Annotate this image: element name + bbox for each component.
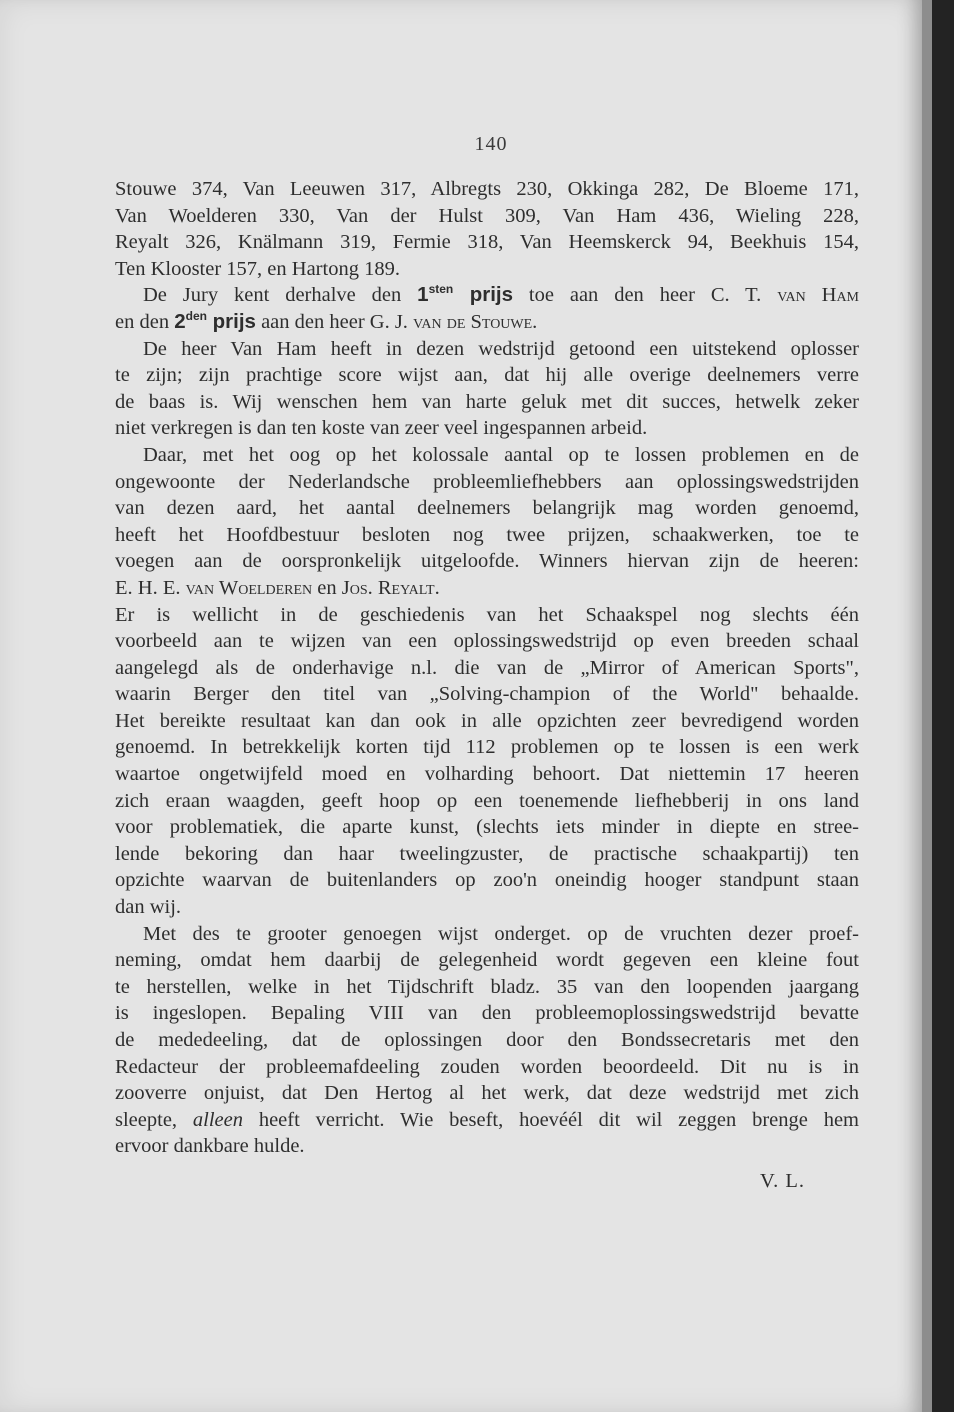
text-line: waarin Berger den titel van „Solving-champion of the World" behaalde.: [115, 683, 859, 706]
text-line: dan wij.: [115, 896, 182, 919]
text-line: voor problematiek, die aparte kunst, (slechts iets minder in diepte en stree-: [115, 816, 859, 839]
text-fragment: sleepte,: [115, 1108, 193, 1131]
winner-name: van de Stouwe.: [413, 310, 538, 333]
winner-name: van Woelderen: [185, 576, 313, 599]
text-line: lende bekoring dan haar tweelingzuster, de practische schaakpartij) ten: [115, 842, 859, 865]
text-fragment: en: [312, 576, 342, 599]
page-number: 140: [474, 133, 508, 155]
text-fragment: aan den heer G. J.: [255, 310, 414, 333]
text-line: Stouwe 374, Van Leeuwen 317, Albregts 230, Okkinga 282, De Bloeme 171,: [115, 178, 859, 200]
text-line: te zijn; zijn prachtige score wijst aan, dat hij alle overige deelnemers verre: [115, 364, 859, 387]
author-signature: V. L.: [760, 1170, 806, 1192]
text-line: Daar, met het oog op het kolossale aantal op te lossen problemen en de: [143, 443, 859, 466]
text-line: opzichte waarvan de buitenlanders op zoo'n oneindig hooger standpunt staan: [115, 869, 859, 892]
text-line: te herstellen, welke in het Tijdschrift bladz. 35 van den loopenden jaargang: [115, 975, 859, 998]
text-line: van dezen aard, het aantal deelnemers belangrijk mag worden genoemd,: [115, 497, 859, 520]
emphasis-word: alleen: [192, 1108, 243, 1131]
text-line: heeft het Hoofdbestuur besloten nog twee prijzen, schaakwerken, toe te: [115, 523, 859, 546]
winner-name: van Ham: [777, 284, 859, 307]
prize-word: prijs: [206, 309, 256, 333]
text-line: Reyalt 326, Knälmann 319, Fermie 318, Van Heemskerck 94, Beekhuis 154,: [115, 231, 859, 254]
winner-name: Jos. Reyalt.: [341, 576, 440, 599]
text-line: waartoe ongetwijfeld moed en volharding behoort. Dat niettemin 17 heeren: [115, 763, 859, 786]
text-line: niet verkregen is dan ten koste van zeer veel ingespannen arbeid.: [115, 417, 648, 440]
text-line: aangelegd als de onderhavige n.l. die van de „Mirror of American Sports",: [115, 656, 859, 679]
text-line: voegen aan de oorspronkelijk uitgeloofde. Winners hiervan zijn de heeren:: [115, 550, 859, 573]
text-fragment: E. H. E.: [115, 576, 186, 599]
text-line: Van Woelderen 330, Van der Hulst 309, Van Ham 436, Wieling 228,: [115, 204, 859, 227]
text-line: genoemd. In betrekkelijk korten tijd 112 problemen op te lossen is een werk: [115, 736, 859, 759]
text-line: Ten Klooster 157, en Hartong 189.: [115, 257, 400, 280]
body-text: [115, 176, 859, 1160]
text-line: Redacteur der probleemafdeeling zouden worden beoordeeld. Dit nu is in: [115, 1055, 859, 1078]
text-line: Het bereikte resultaat kan dan ook in alle opzichten zeer bevredigend worden: [115, 709, 859, 732]
text-line: voorbeeld aan te wijzen van een oplossingswedstrijd op even breeden schaal: [115, 630, 859, 653]
prize-ordinal: 2: [174, 309, 186, 333]
prize-line-second: [115, 309, 859, 336]
page-edge: [922, 0, 932, 1412]
text-line: neming, omdat hem daarbij de gelegenheid wordt gegeven een kleine fout: [115, 949, 859, 972]
prize-ordinal-suffix: den: [185, 309, 207, 324]
text-line: de baas is. Wij wenschen hem van harte geluk met dit succes, hetwelk zeker: [115, 390, 859, 413]
text-line: de mededeeling, dat de oplossingen door den Bondssecretaris met den: [115, 1029, 859, 1051]
text-fragment: toe aan den heer C. T.: [513, 284, 778, 307]
prize-ordinal: 1: [417, 283, 429, 307]
prize-ordinal-suffix: sten: [428, 282, 454, 297]
text-line: ongewoonte der Nederlandsche probleemliefhebbers aan oplossingswedstrijden: [115, 470, 859, 493]
text-line: Met des te grooter genoegen wijst onderget. op de vruchten dezer proef-: [143, 922, 859, 945]
scan-border: [932, 0, 954, 1412]
text-line: zooverre onjuist, dat Den Hertog al het werk, dat deze wedstrijd met zich: [115, 1082, 859, 1105]
text-fragment: heeft verricht. Wie beseft, hoevéél dit wil zeggen brenge hem: [242, 1108, 859, 1131]
text-line: zich eraan waagden, geeft hoop op een toenemende liefhebberij in ons land: [115, 789, 859, 812]
text-line: is ingeslopen. Bepaling VIII van den probleemoplossingswedstrijd bevatte: [115, 1002, 859, 1025]
text-line: De heer Van Ham heeft in dezen wedstrijd getoond een uitstekend oplosser: [143, 337, 859, 360]
text-fragment: De Jury kent derhalve den: [143, 284, 418, 307]
text-line: ervoor dankbare hulde.: [115, 1135, 305, 1158]
prize-line-first: [115, 282, 859, 309]
text-line: Er is wellicht in de geschiedenis van het Schaakspel nog slechts één: [115, 603, 859, 626]
prize-word: prijs: [453, 283, 514, 307]
italic-line: [115, 1107, 859, 1134]
winners-line: [115, 575, 859, 602]
text-fragment: en den: [115, 310, 175, 333]
